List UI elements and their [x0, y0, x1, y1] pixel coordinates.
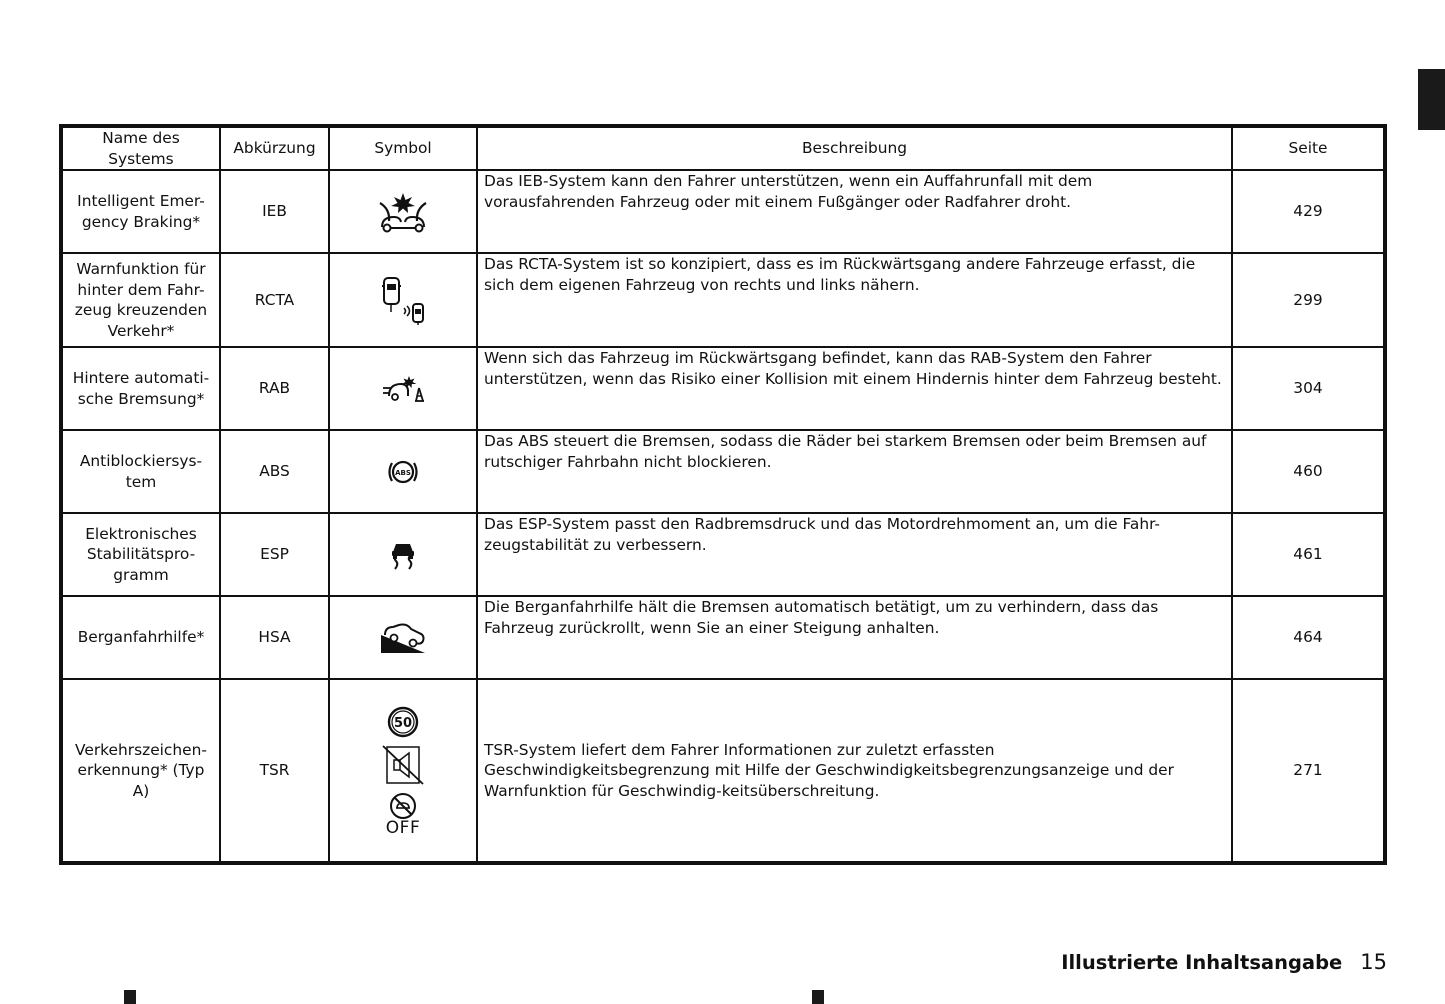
system-name: Verkehrszeichen- erkennung* (Typ A) — [61, 679, 220, 863]
header-description: Beschreibung — [477, 126, 1232, 170]
system-abbr: IEB — [220, 170, 329, 253]
table-row — [61, 253, 1385, 347]
speed-limit-value: 50 — [393, 715, 413, 731]
system-name: Elektronisches Stabilitätspro- gramm — [61, 513, 220, 596]
esp-skid-icon — [389, 540, 417, 570]
system-page: 299 — [1232, 253, 1385, 347]
page-footer — [1061, 950, 1387, 974]
system-abbr: ESP — [220, 513, 329, 596]
system-description: Das RCTA-System ist so konzipiert, dass es im Rückwärtsgang andere Fahrzeuge erfasst, die sich dem eigenen Fahrzeug von rechts und links nähern. — [477, 253, 1232, 347]
table-header-row — [61, 126, 1385, 170]
system-page: 429 — [1232, 170, 1385, 253]
tsr-off-glyph-icon — [388, 792, 418, 820]
header-name: Name des Systems — [61, 126, 220, 170]
footer-title: Illustrierte Inhaltsangabe — [1061, 951, 1343, 974]
system-page: 271 — [1232, 679, 1385, 863]
system-abbr: RAB — [220, 347, 329, 430]
tsr-symbols — [336, 706, 470, 836]
system-symbol — [329, 170, 477, 253]
table-row — [61, 170, 1385, 253]
system-description: Das IEB-System kann den Fahrer unterstützen, wenn ein Auffahrunfall mit dem vorausfahrenden Fahrzeug oder mit einem Fußgänger oder Radfahrer droht. — [477, 170, 1232, 253]
system-page: 464 — [1232, 596, 1385, 679]
section-tab — [1418, 69, 1445, 130]
svg-text:ABS: ABS — [395, 468, 411, 477]
system-description: Wenn sich das Fahrzeug im Rückwärtsgang befindet, kann das RAB-System den Fahrer unterstützen, wenn das Risiko einer Kollision mit einem Hindernis hinter dem Fahrzeug besteht. — [477, 347, 1232, 430]
table-row — [61, 596, 1385, 679]
system-description: Das ESP-System passt den Radbremsdruck und das Motordrehmoment an, um die Fahr-zeugstabilität zu verbessern. — [477, 513, 1232, 596]
system-symbol — [329, 253, 477, 347]
system-abbr: HSA — [220, 596, 329, 679]
abs-warning-icon — [385, 457, 421, 487]
system-symbol — [329, 347, 477, 430]
system-description: Das ABS steuert die Bremsen, sodass die Räder bei starkem Bremsen oder beim Bremsen auf rutschiger Fahrbahn nicht blockieren. — [477, 430, 1232, 513]
system-description: Die Berganfahrhilfe hält die Bremsen automatisch betätigt, um zu verhindern, dass das Fahrzeug zurückrollt, wenn Sie an einer Steigung anhalten. — [477, 596, 1232, 679]
system-name: Intelligent Emer- gency Braking* — [61, 170, 220, 253]
hill-start-icon — [379, 621, 427, 655]
table-row — [61, 430, 1385, 513]
speed-limit-50-icon — [387, 706, 419, 738]
system-page: 461 — [1232, 513, 1385, 596]
corner-mark-left — [124, 990, 136, 1004]
tsr-off-label: OFF — [385, 817, 421, 838]
ieb-warning-icon — [377, 191, 429, 233]
system-name: Berganfahrhilfe* — [61, 596, 220, 679]
header-symbol: Symbol — [329, 126, 477, 170]
system-name: Hintere automati- sche Bremsung* — [61, 347, 220, 430]
system-name: Antiblockiersys- tem — [61, 430, 220, 513]
system-description: TSR-System liefert dem Fahrer Informationen zur zuletzt erfassten Geschwindigkeitsbegrenzung mit Hilfe der Geschwindigkeitsbegrenzungsanzeige und der Warnfunktion für Geschwindig-keitsüberschreitung. — [477, 679, 1232, 863]
system-page: 304 — [1232, 347, 1385, 430]
system-abbr: RCTA — [220, 253, 329, 347]
systems-table — [59, 124, 1387, 865]
system-symbol — [329, 679, 477, 863]
tsr-mute-icon — [382, 744, 424, 786]
table-row — [61, 347, 1385, 430]
system-abbr: TSR — [220, 679, 329, 863]
table-row — [61, 679, 1385, 863]
system-symbol — [329, 513, 477, 596]
corner-mark-center — [812, 990, 824, 1004]
page-number: 15 — [1360, 950, 1387, 974]
system-symbol — [329, 430, 477, 513]
table-row — [61, 513, 1385, 596]
rcta-warning-icon — [378, 274, 428, 326]
tsr-off-icon — [386, 792, 420, 836]
header-abbr: Abkürzung — [220, 126, 329, 170]
system-abbr: ABS — [220, 430, 329, 513]
system-symbol — [329, 596, 477, 679]
system-page: 460 — [1232, 430, 1385, 513]
system-name: Warnfunktion für hinter dem Fahr- zeug kreuzenden Verkehr* — [61, 253, 220, 347]
header-page: Seite — [1232, 126, 1385, 170]
rab-warning-icon — [381, 374, 425, 404]
